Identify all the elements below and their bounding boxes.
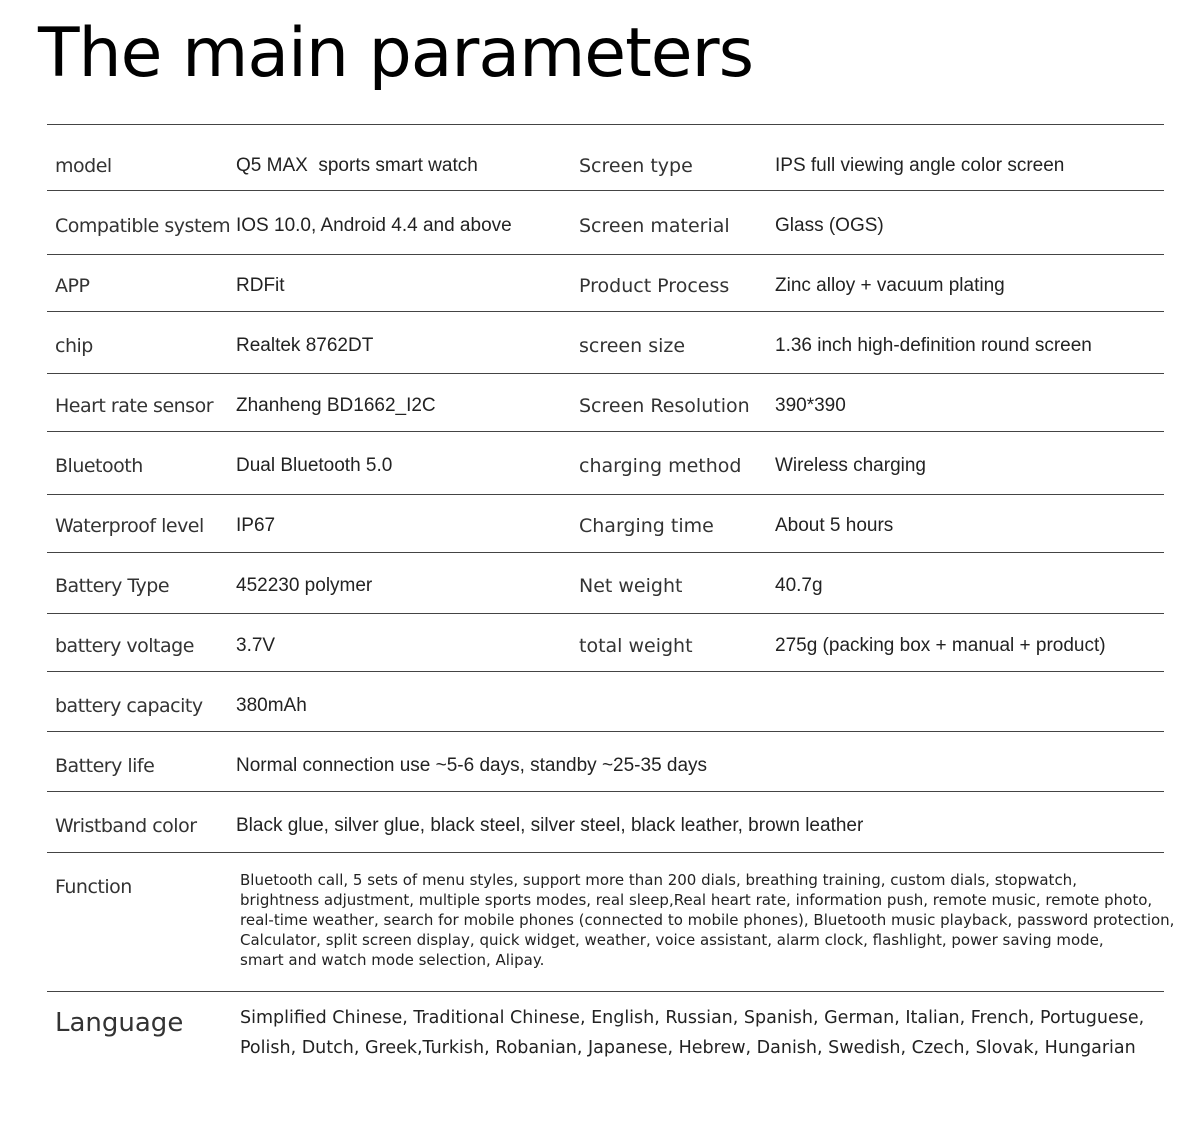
row-divider: [47, 431, 1164, 432]
spec-value-chip: Realtek 8762DT: [236, 335, 374, 356]
spec-label-battery-voltage: battery voltage: [55, 635, 194, 657]
spec-label-screen-resolution: Screen Resolution: [579, 395, 750, 417]
spec-value-bluetooth: Dual Bluetooth 5.0: [236, 455, 393, 476]
spec-label-language: Language: [55, 1008, 184, 1038]
spec-value-battery-capacity: 380mAh: [236, 695, 307, 716]
row-divider: [47, 373, 1164, 374]
spec-label-bluetooth: Bluetooth: [55, 455, 143, 477]
spec-label-model: model: [55, 155, 112, 177]
spec-label-charging-method: charging method: [579, 455, 742, 477]
table-top-rule: [47, 124, 1164, 125]
spec-value-product-process: Zinc alloy + vacuum plating: [775, 275, 1005, 296]
spec-value-battery-type: 452230 polymer: [236, 575, 373, 596]
spec-value-screen-size: 1.36 inch high-definition round screen: [775, 335, 1092, 356]
function-line: smart and watch mode selection, Alipay.: [240, 951, 545, 969]
spec-label-app: APP: [55, 275, 90, 297]
spec-label-screen-type: Screen type: [579, 155, 693, 177]
spec-value-battery-voltage: 3.7V: [236, 635, 276, 656]
spec-value-charging-method: Wireless charging: [775, 455, 926, 476]
spec-value-screen-resolution: 390*390: [775, 395, 846, 416]
row-divider: [47, 190, 1164, 191]
spec-label-total-weight: total weight: [579, 635, 693, 657]
spec-label-battery-life: Battery life: [55, 755, 155, 777]
language-line: Polish, Dutch, Greek,Turkish, Robanian, Japanese, Hebrew, Danish, Swedish, Czech, Slovak, Hungarian: [240, 1038, 1136, 1058]
row-divider: [47, 991, 1164, 992]
spec-value-compatible-system: IOS 10.0, Android 4.4 and above: [236, 215, 512, 236]
spec-label-charging-time: Charging time: [579, 515, 714, 537]
spec-label-chip: chip: [55, 335, 93, 357]
language-line: Simplified Chinese, Traditional Chinese, English, Russian, Spanish, German, Italian, French, Portuguese,: [240, 1008, 1145, 1028]
spec-value-total-weight: 275g (packing box + manual + product): [775, 635, 1106, 656]
spec-value-language: [240, 1003, 1180, 1063]
spec-value-battery-life: Normal connection use ~5-6 days, standby ~25-35 days: [236, 755, 708, 776]
spec-value-wristband-color: Black glue, silver glue, black steel, silver steel, black leather, brown leather: [236, 815, 864, 836]
spec-label-function: Function: [55, 876, 132, 898]
row-divider: [47, 311, 1164, 312]
spec-value-screen-material: Glass (OGS): [775, 215, 884, 236]
row-divider: [47, 254, 1164, 255]
spec-label-product-process: Product Process: [579, 275, 730, 297]
spec-label-screen-material: Screen material: [579, 215, 730, 237]
spec-value-model: Q5 MAX sports smart watch: [236, 155, 478, 176]
function-line: brightness adjustment, multiple sports modes, real sleep,Real heart rate, information push, remote music, remote photo,: [240, 891, 1153, 909]
spec-label-net-weight: Net weight: [579, 575, 683, 597]
spec-value-waterproof-level: IP67: [236, 515, 276, 536]
spec-label-heart-rate-sensor: Heart rate sensor: [55, 395, 214, 417]
spec-label-wristband-color: Wristband color: [55, 815, 197, 837]
row-divider: [47, 494, 1164, 495]
function-line: real-time weather, search for mobile phones (connected to mobile phones), Bluetooth music playback, password protection,: [240, 911, 1175, 929]
spec-value-net-weight: 40.7g: [775, 575, 823, 596]
spec-value-app: RDFit: [236, 275, 285, 296]
spec-value-function: [240, 870, 1180, 970]
spec-label-battery-capacity: battery capacity: [55, 695, 203, 717]
spec-label-waterproof-level: Waterproof level: [55, 515, 204, 537]
row-divider: [47, 791, 1164, 792]
spec-value-heart-rate-sensor: Zhanheng BD1662_I2C: [236, 395, 436, 416]
spec-label-compatible-system: Compatible system: [55, 215, 231, 237]
function-line: Bluetooth call, 5 sets of menu styles, support more than 200 dials, breathing training, custom dials, stopwatch,: [240, 871, 1077, 889]
spec-value-screen-type: IPS full viewing angle color screen: [775, 155, 1065, 176]
row-divider: [47, 552, 1164, 553]
spec-value-charging-time: About 5 hours: [775, 515, 894, 536]
row-divider: [47, 731, 1164, 732]
spec-label-screen-size: screen size: [579, 335, 686, 357]
row-divider: [47, 671, 1164, 672]
function-line: Calculator, split screen display, quick widget, weather, voice assistant, alarm clock, flashlight, power saving mode,: [240, 931, 1104, 949]
row-divider: [47, 852, 1164, 853]
spec-label-battery-type: Battery Type: [55, 575, 170, 597]
page-title: The main parameters: [38, 14, 754, 93]
row-divider: [47, 613, 1164, 614]
